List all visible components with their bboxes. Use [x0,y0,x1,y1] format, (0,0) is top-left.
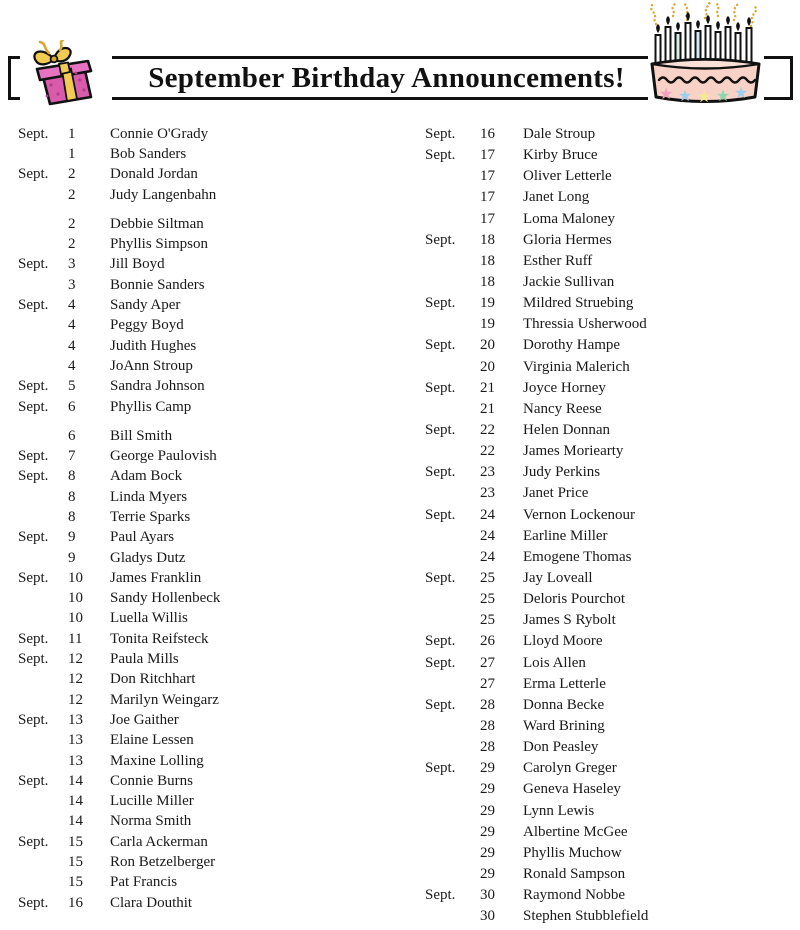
month-cell: Sept. [18,651,49,668]
day-cell: 29 [480,844,495,861]
day-cell: 11 [68,630,83,647]
birthday-row [425,441,795,462]
birthday-row [425,737,795,758]
birthday-row [425,378,795,399]
birthday-row [18,316,408,336]
day-cell: 16 [480,126,495,143]
day-cell: 2 [68,236,76,253]
name-cell: Luella Willis [110,610,188,627]
birthday-row [18,255,408,275]
name-cell: Geneva Haseley [523,781,621,798]
birthday-row [425,674,795,695]
name-cell: Tonita Reifsteck [110,630,209,647]
name-cell: Phyllis Muchow [523,844,622,861]
birthday-row [18,771,408,791]
birthday-row [18,710,408,730]
name-cell: Clara Douthit [110,894,193,911]
birthday-row [18,832,408,852]
month-cell: Sept. [425,147,456,164]
day-cell: 6 [68,427,76,444]
month-cell: Sept. [18,894,49,911]
month-cell: Sept. [425,696,456,713]
name-cell: Erma Letterle [523,675,606,692]
day-cell: 18 [480,231,495,248]
day-cell: 28 [480,718,495,734]
birthday-row [18,548,408,568]
day-cell: 29 [480,865,495,882]
day-cell: 20 [480,337,495,354]
birthday-row [425,357,795,378]
day-cell: 22 [480,443,495,460]
month-cell: Sept. [425,570,456,587]
birthday-row [425,716,795,737]
month-cell: Sept. [18,630,49,647]
name-cell: Jackie Sullivan [523,274,615,291]
name-cell: Sandra Johnson [110,378,205,395]
day-cell: 14 [68,813,83,830]
name-cell: Oliver Letterle [523,168,612,185]
birthday-row [18,812,408,832]
month-cell: Sept. [18,833,49,850]
name-cell: Sandy Aper [110,297,181,314]
day-cell: 8 [68,468,76,485]
month-cell: Sept. [425,422,456,439]
name-cell: George Paulovish [110,448,217,465]
name-cell: Terrie Sparks [110,508,191,525]
day-cell: 15 [68,854,83,871]
svg-text:★: ★ [677,86,693,105]
day-cell: 29 [480,760,495,777]
name-cell: Maxine Lolling [110,752,204,769]
birthday-row [18,609,408,629]
month-cell: Sept. [18,297,49,314]
birthday-row [18,467,408,487]
day-cell: 4 [68,337,76,354]
day-cell: 21 [480,400,495,417]
name-cell: Norma Smith [110,813,192,830]
birthday-row [425,843,795,864]
day-cell: 9 [68,549,76,566]
name-cell: Albertine McGee [523,823,628,840]
birthday-row [18,731,408,751]
name-cell: Joyce Horney [523,379,606,396]
month-cell: Sept. [425,295,456,312]
day-cell: 17 [480,189,495,206]
name-cell: James Franklin [110,569,202,586]
name-cell: Emogene Thomas [523,548,632,565]
birthday-row [425,568,795,589]
day-cell: 4 [68,357,76,374]
birthday-row [425,610,795,631]
birthday-row [425,230,795,251]
birthday-row [18,185,408,205]
birthday-row [425,166,795,187]
day-cell: 10 [68,590,83,607]
day-cell: 15 [68,833,83,850]
svg-text:★: ★ [715,86,731,105]
day-cell: 4 [68,297,76,314]
name-cell: Lucille Miller [110,793,194,810]
name-cell: Esther Ruff [523,252,593,269]
day-cell: 27 [480,675,495,692]
birthday-row [425,251,795,272]
birthday-row [425,505,795,526]
day-cell: 18 [480,252,495,269]
day-cell: 27 [480,654,495,671]
birthday-row [425,695,795,716]
birthday-row [425,822,795,843]
svg-text:★: ★ [696,87,712,106]
day-cell: 3 [68,256,76,273]
name-cell: Bonnie Sanders [110,276,205,293]
day-cell: 2 [68,186,76,203]
birthday-row [425,399,795,420]
day-cell: 18 [480,274,495,291]
month-cell: Sept. [18,529,49,546]
month-cell: Sept. [425,464,456,481]
name-cell: Carla Ackerman [110,833,208,850]
name-cell: James Moriearty [523,443,624,460]
day-cell: 16 [68,894,83,911]
birthday-row [18,629,408,649]
birthday-row [425,758,795,779]
name-cell: Elaine Lessen [110,732,194,749]
name-cell: Joe Gaither [110,711,179,728]
day-cell: 7 [68,448,76,465]
name-cell: Dale Stroup [523,126,596,143]
name-cell: Virginia Malerich [523,358,630,375]
name-cell: Judith Hughes [110,337,197,354]
day-cell: 6 [68,398,76,415]
day-cell: 28 [480,739,495,756]
birthday-row [18,275,408,295]
birthday-row [425,779,795,800]
name-cell: Lynn Lewis [523,802,595,819]
birthday-row [18,446,408,466]
name-cell: Gladys Dutz [110,549,186,566]
birthday-row [18,165,408,185]
name-cell: Raymond Nobbe [523,887,626,904]
name-cell: Dorothy Hampe [523,337,621,354]
day-cell: 14 [68,772,83,789]
day-cell: 10 [68,569,83,586]
day-cell: 12 [68,691,83,708]
birthday-cake-icon [642,2,770,109]
day-cell: 25 [480,612,495,629]
name-cell: Nancy Reese [523,400,602,417]
name-cell: Deloris Pourchot [523,591,626,608]
birthday-row [18,507,408,527]
month-cell: Sept. [18,125,49,142]
name-cell: Don Peasley [523,739,599,756]
day-cell: 29 [480,781,495,798]
birthday-row [18,873,408,893]
month-cell: Sept. [18,398,49,415]
birthday-row [425,483,795,504]
birthday-row [425,526,795,547]
month-cell: Sept. [425,231,456,248]
name-cell: Peggy Boyd [110,317,184,334]
day-cell: 25 [480,591,495,608]
day-cell: 26 [480,633,495,650]
day-cell: 3 [68,276,76,293]
name-cell: Kirby Bruce [523,147,598,164]
birthday-row [18,356,408,376]
birthday-row [18,568,408,588]
birthday-row [425,653,795,674]
name-cell: JoAnn Stroup [110,357,193,374]
day-cell: 12 [68,671,83,688]
day-cell: 5 [68,378,76,395]
name-cell: Sandy Hollenbeck [110,590,221,607]
name-cell: Don Ritchhart [110,671,196,688]
day-cell: 23 [480,485,495,502]
birthday-column-left [18,124,408,913]
birthday-row [425,335,795,356]
birthday-row [18,751,408,771]
birthday-row [18,234,408,254]
birthday-row [18,670,408,690]
name-cell: Gloria Hermes [523,231,612,248]
birthday-row [18,144,408,164]
day-cell: 13 [68,752,83,769]
day-cell: 22 [480,422,495,439]
day-cell: 2 [68,166,76,183]
month-cell: Sept. [18,378,49,395]
birthday-row [425,124,795,145]
day-cell: 10 [68,610,83,627]
birthday-row [425,145,795,166]
name-cell: Connie Burns [110,772,193,789]
day-cell: 29 [480,823,495,840]
day-cell: 8 [68,488,76,505]
name-cell: Debbie Siltman [110,215,204,232]
day-cell: 30 [480,887,495,904]
day-cell: 13 [68,732,83,749]
birthday-row [18,377,408,397]
birthday-row [425,272,795,293]
day-cell: 29 [480,802,495,819]
birthday-row [18,690,408,710]
name-cell: Janet Price [523,485,589,502]
name-cell: James S Rybolt [523,612,616,629]
day-cell: 20 [480,358,495,375]
gift-icon [18,40,114,110]
name-cell: Paula Mills [110,651,179,668]
birthday-row [425,462,795,483]
day-cell: 14 [68,793,83,810]
name-cell: Lois Allen [523,654,586,671]
birthday-row [425,420,795,441]
birthday-row [18,214,408,234]
month-cell: Sept. [425,887,456,904]
birthday-row [18,589,408,609]
month-cell: Sept. [18,772,49,789]
day-cell: 23 [480,464,495,481]
month-cell: Sept. [425,760,456,777]
name-cell: Judy Perkins [523,464,601,481]
name-cell: Stephen Stubblefield [523,908,649,925]
name-cell: Thressia Usherwood [523,316,647,333]
name-cell: Mildred Struebing [523,295,634,312]
page-title: September Birthday Announcements! [148,61,625,94]
svg-text:★: ★ [733,83,749,102]
month-cell: Sept. [425,126,456,143]
birthday-row [425,547,795,568]
name-cell: Marilyn Weingarz [110,691,219,708]
name-cell: Paul Ayars [110,529,175,546]
birthday-row [425,906,795,927]
birthday-row [425,293,795,314]
day-cell: 24 [480,548,495,565]
month-cell: Sept. [18,711,49,728]
day-cell: 13 [68,711,83,728]
day-cell: 28 [480,696,495,713]
birthday-row [18,397,408,417]
birthday-row [18,852,408,872]
birthday-row [18,487,408,507]
month-cell: Sept. [425,506,456,523]
birthday-row [425,631,795,652]
name-cell: Lloyd Moore [523,633,603,650]
birthday-row [425,209,795,230]
birthday-row [425,885,795,906]
name-cell: Jay Loveall [523,570,593,587]
name-cell: Donna Becke [523,696,605,713]
name-cell: Ward Brining [523,718,605,734]
day-cell: 17 [480,147,495,164]
name-cell: Ronald Sampson [523,865,626,882]
day-cell: 2 [68,215,76,232]
name-cell: Bill Smith [110,427,173,444]
birthday-row [18,124,408,144]
day-cell: 21 [480,379,495,396]
day-cell: 9 [68,529,76,546]
day-cell: 19 [480,295,495,312]
month-cell: Sept. [425,633,456,650]
birthday-row [425,801,795,822]
name-cell: Phyllis Camp [110,398,192,415]
month-cell: Sept. [18,569,49,586]
birthday-row [18,426,408,446]
month-cell: Sept. [425,337,456,354]
day-cell: 17 [480,168,495,185]
name-cell: Connie O'Grady [110,125,209,142]
day-cell: 12 [68,651,83,668]
svg-text:★: ★ [658,84,674,103]
birthday-row [425,864,795,885]
day-cell: 25 [480,570,495,587]
birthday-row [18,295,408,315]
birthday-row [18,792,408,812]
birthday-row [18,893,408,913]
day-cell: 19 [480,316,495,333]
birthday-row [425,187,795,208]
day-cell: 24 [480,527,495,544]
name-cell: Vernon Lockenour [523,506,636,523]
month-cell: Sept. [18,256,49,273]
birthday-row [425,589,795,610]
name-cell: Janet Long [523,189,590,206]
birthday-column-right [425,124,795,927]
name-cell: Judy Langenbahn [110,186,217,203]
month-cell: Sept. [425,654,456,671]
day-cell: 1 [68,125,76,142]
name-cell: Bob Sanders [110,145,187,162]
day-cell: 24 [480,506,495,523]
birthday-row [425,314,795,335]
name-cell: Adam Bock [110,468,183,485]
name-cell: Loma Maloney [523,210,616,227]
name-cell: Pat Francis [110,874,178,891]
month-cell: Sept. [18,468,49,485]
name-cell: Helen Donnan [523,422,611,439]
birthday-row [18,528,408,548]
name-cell: Earline Miller [523,527,608,544]
month-cell: Sept. [18,448,49,465]
month-cell: Sept. [425,379,456,396]
birthday-row [18,649,408,669]
name-cell: Ron Betzelberger [110,854,216,871]
day-cell: 4 [68,317,76,334]
day-cell: 8 [68,508,76,525]
name-cell: Phyllis Simpson [110,236,208,253]
name-cell: Linda Myers [110,488,188,505]
day-cell: 30 [480,908,495,925]
month-cell: Sept. [18,166,49,183]
name-cell: Carolyn Greger [523,760,617,777]
day-cell: 15 [68,874,83,891]
name-cell: Jill Boyd [110,256,165,273]
name-cell: Donald Jordan [110,166,198,183]
day-cell: 1 [68,145,76,162]
day-cell: 17 [480,210,495,227]
birthday-row [18,336,408,356]
